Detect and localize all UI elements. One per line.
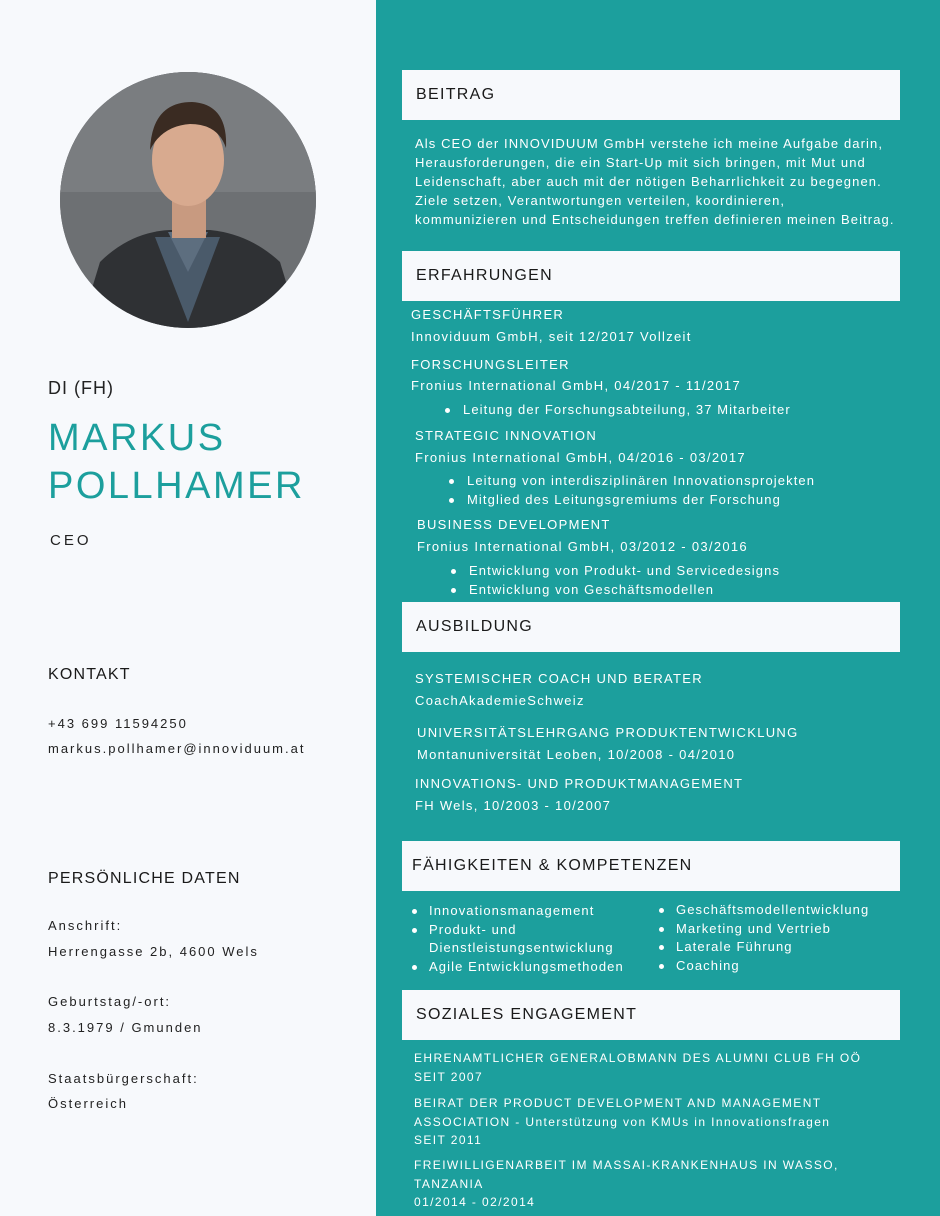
job-role: CEO <box>50 532 92 549</box>
birth-value: 8.3.1979 / Gmunden <box>48 1020 203 1035</box>
job-bullet: Leitung der Forschungsabteilung, 37 Mitarbeiter <box>463 402 791 417</box>
education-title: UNIVERSITÄTSLEHRGANG PRODUKTENTWICKLUNG <box>417 725 799 740</box>
first-name: MARKUS <box>48 417 226 459</box>
education-title: INNOVATIONS- UND PRODUKTMANAGEMENT <box>415 776 744 791</box>
social-heading-text: SOZIALES ENGAGEMENT <box>416 1006 638 1023</box>
skills-list-left <box>429 902 639 976</box>
job-bullet: Entwicklung von Produkt- und Servicedesigns <box>469 563 781 578</box>
social-item <box>414 1094 884 1150</box>
personal-heading: PERSÖNLICHE DATEN <box>48 870 241 887</box>
skill-item: Geschäftsmodellentwicklung <box>676 901 896 920</box>
job-bullet: Mitglied des Leitungsgremiums der Forschung <box>467 492 781 507</box>
skills-list-right <box>676 901 896 975</box>
education-detail: CoachAkademieSchweiz <box>415 693 585 708</box>
citizenship-value: Österreich <box>48 1096 128 1111</box>
skill-item: Coaching <box>676 957 896 976</box>
social-item-title: FREIWILLIGENARBEIT IM MASSAI-KRANKENHAUS IN WASSO, TANZANIA <box>414 1158 839 1191</box>
skill-item: Agile Entwicklungsmethoden <box>429 958 639 977</box>
skill-item: Marketing und Vertrieb <box>676 920 896 939</box>
full-name <box>48 414 305 510</box>
job-detail: Fronius International GmbH, 04/2016 - 03/2017 <box>415 450 746 465</box>
education-title: SYSTEMISCHER COACH UND BERATER <box>415 671 703 686</box>
skills-heading-text: FÄHIGKEITEN & KOMPETENZEN <box>412 857 693 874</box>
social-item-date: SEIT 2007 <box>414 1069 484 1084</box>
job-title: BUSINESS DEVELOPMENT <box>417 517 611 532</box>
email-address: markus.pollhamer@innoviduum.at <box>48 741 306 756</box>
beitrag-line: kommunizieren und Entscheidungen treffen definieren meinen Beitrag. <box>415 212 895 227</box>
social-item <box>414 1156 884 1212</box>
beitrag-line: Als CEO der INNOVIDUUM GmbH verstehe ich meine Aufgabe darin, <box>415 136 884 151</box>
address-value: Herrengasse 2b, 4600 Wels <box>48 944 259 959</box>
skill-item: Produkt- und Dienstleistungsentwicklung <box>429 921 639 958</box>
job-detail: Fronius International GmbH, 03/2012 - 03/2016 <box>417 539 748 554</box>
social-item-date: SEIT 2011 <box>414 1133 483 1147</box>
social-item-title: BEIRAT DER PRODUCT DEVELOPMENT AND MANAGEMENT ASSOCIATION - Unterstützung von KMUs in Innovationsfragen <box>414 1096 831 1129</box>
job-bullet: Entwicklung von Geschäftsmodellen <box>469 582 715 597</box>
beitrag-heading <box>402 70 900 120</box>
job-detail: Innoviduum GmbH, seit 12/2017 Vollzeit <box>411 329 692 344</box>
citizenship-label: Staatsbürgerschaft: <box>48 1071 199 1086</box>
job-bullet: Leitung von interdisziplinären Innovationsprojekten <box>467 473 816 488</box>
job-detail: Fronius International GmbH, 04/2017 - 11/2017 <box>411 378 741 393</box>
social-item-date: 01/2014 - 02/2014 <box>414 1195 536 1209</box>
education-detail: Montanuniversität Leoben, 10/2008 - 04/2010 <box>417 747 736 762</box>
beitrag-line: Herausforderungen, die ein Start-Up mit sich bringen, mit Mut und <box>415 155 866 170</box>
phone-number: +43 699 11594250 <box>48 716 188 731</box>
education-detail: FH Wels, 10/2003 - 10/2007 <box>415 798 612 813</box>
title-prefix: DI (FH) <box>48 378 114 398</box>
job-title: STRATEGIC INNOVATION <box>415 428 598 443</box>
education-heading-text: AUSBILDUNG <box>416 618 534 635</box>
social-heading <box>402 990 900 1040</box>
last-name: POLLHAMER <box>48 465 305 507</box>
contact-heading: KONTAKT <box>48 666 131 683</box>
birth-label: Geburtstag/-ort: <box>48 994 172 1009</box>
address-label: Anschrift: <box>48 918 123 933</box>
beitrag-text <box>415 134 905 229</box>
beitrag-heading-text: BEITRAG <box>416 86 496 103</box>
skills-heading <box>402 841 900 891</box>
social-item <box>414 1049 894 1086</box>
job-title: FORSCHUNGSLEITER <box>411 357 570 372</box>
education-heading <box>402 602 900 652</box>
beitrag-line: Leidenschaft, aber auch mit der nötigen Beharrlichkeit zu begegnen. <box>415 174 882 189</box>
experience-heading <box>402 251 900 301</box>
skill-item: Innovationsmanagement <box>429 902 639 921</box>
job-title: GESCHÄFTSFÜHRER <box>411 307 565 322</box>
experience-heading-text: ERFAHRUNGEN <box>416 267 553 284</box>
social-item-title: EHRENAMTLICHER GENERALOBMANN DES ALUMNI CLUB FH OÖ <box>414 1051 862 1065</box>
beitrag-line: Ziele setzen, Verantwortungen verteilen, koordinieren, <box>415 193 786 208</box>
skill-item: Laterale Führung <box>676 938 896 957</box>
profile-photo <box>60 72 316 328</box>
